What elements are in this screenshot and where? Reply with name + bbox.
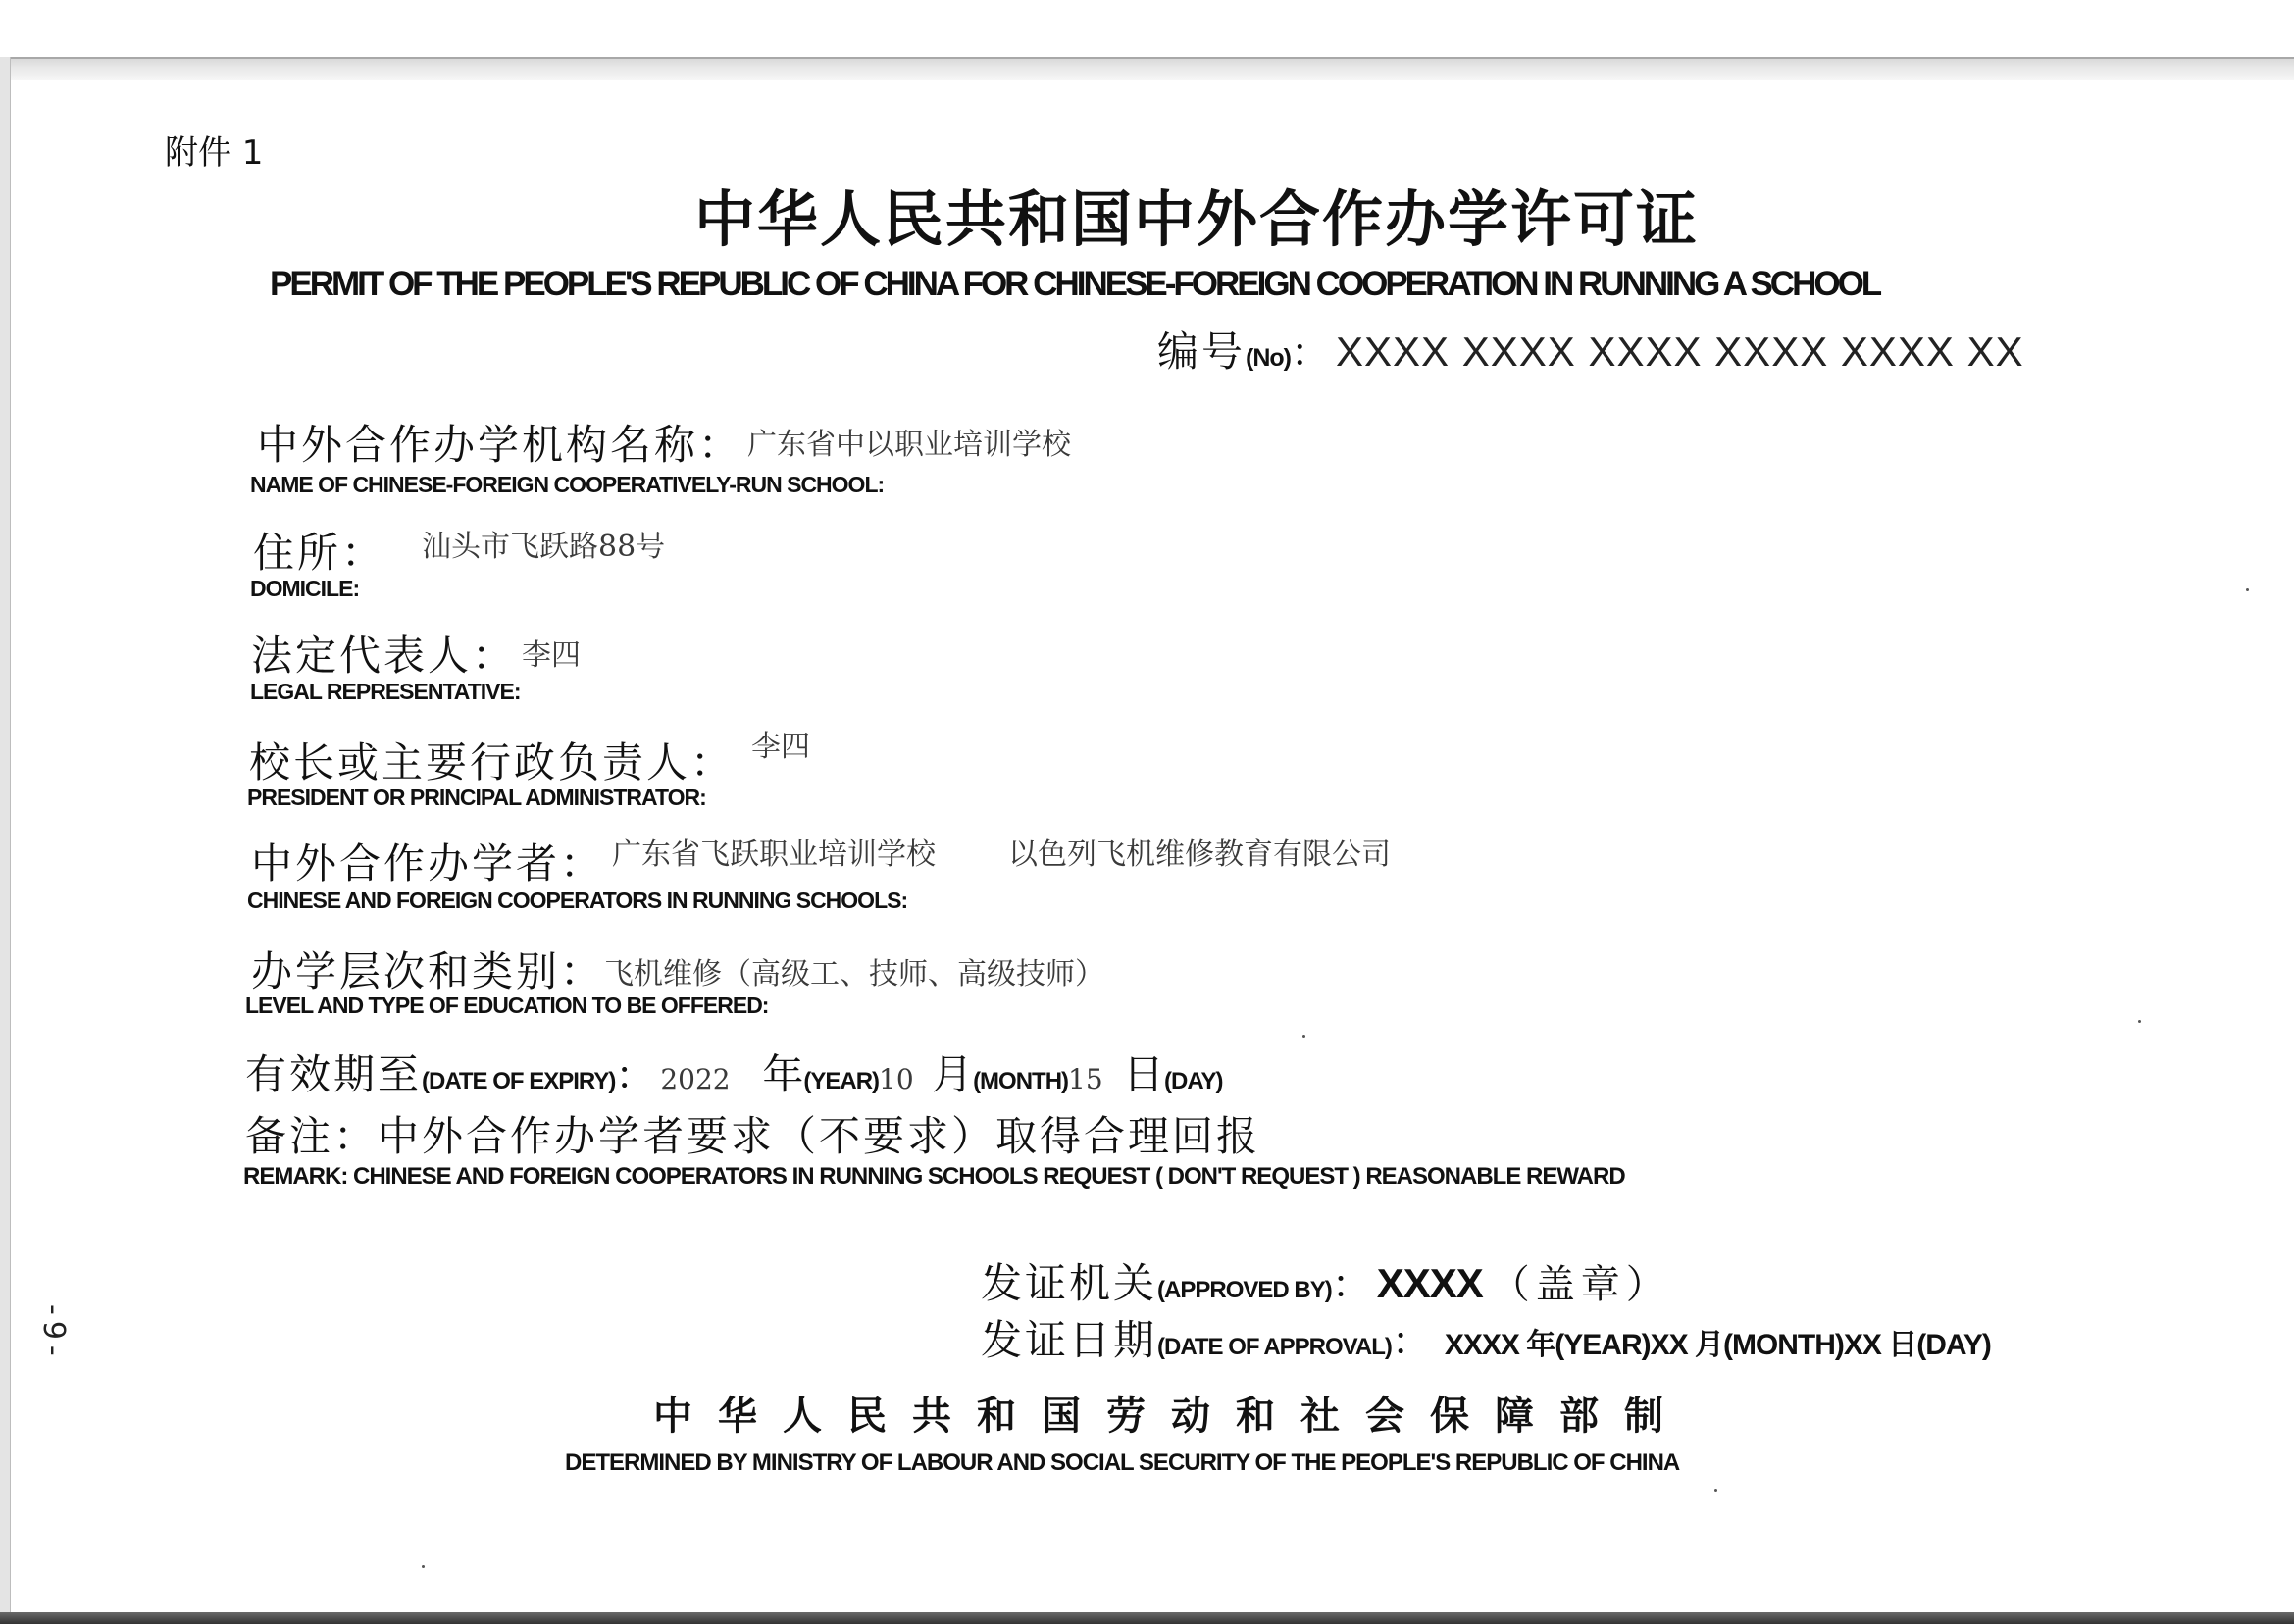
expiry-day-en: (DAY) (1164, 1068, 1223, 1094)
scan-speck (1714, 1489, 1717, 1492)
approved-by-value: XXXX (1376, 1260, 1483, 1306)
school-name-label-zh: 中外合作办学机构名称： (257, 421, 743, 469)
page-number: -9- (36, 1304, 71, 1362)
expiry-day-zh: 日 (1123, 1050, 1165, 1098)
approved-by-label-zh: 发证机关 (981, 1259, 1158, 1307)
domicile-label-zh: 住所： (253, 529, 386, 577)
school-name-value: 广东省中以职业培训学校 (747, 428, 1071, 462)
cooperators-value-2: 以色列飞机维修教育有限公司 (1008, 837, 1391, 872)
approval-date-label-en: (DATE OF APPROVAL) (1157, 1334, 1392, 1360)
level-value: 飞机维修（高级工、技师、高级技师） (604, 957, 1104, 991)
number-label-en: (No) (1246, 344, 1291, 372)
legal-rep-value: 李四 (522, 638, 581, 673)
cooperators-label-en: CHINESE AND FOREIGN COOPERATORS IN RUNNING SCHOOLS: (247, 888, 908, 913)
expiry-year-en: (YEAR) (803, 1068, 880, 1094)
footer-issuer-en: DETERMINED BY MINISTRY OF LABOUR AND SOCIAL SECURITY OF THE PEOPLE'S REPUBLIC OF CHINA (565, 1449, 1680, 1476)
expiry-line (245, 1042, 1223, 1101)
approval-date-value: XXXX 年(YEAR)XX 月(MONTH)XX 日(DAY) (1444, 1329, 1991, 1361)
level-label-en: LEVEL AND TYPE OF EDUCATION TO BE OFFERED: (245, 992, 769, 1018)
permit-number (1157, 320, 2024, 379)
scan-top-edge (8, 57, 2294, 80)
scan-speck (422, 1565, 425, 1568)
approval-date-colon: ： (1391, 1319, 1431, 1364)
level-label-zh: 办学层次和类别： (251, 947, 605, 995)
legal-rep-label-zh: 法定代表人： (251, 632, 517, 680)
expiry-year: 2022 (660, 1063, 731, 1095)
number-label-zh: 编号 (1157, 328, 1247, 376)
legal-rep-label-en: LEGAL REPRESENTATIVE: (250, 679, 521, 704)
cooperators-label-zh: 中外合作办学者： (251, 839, 605, 888)
president-value: 李四 (751, 730, 810, 764)
school-name-label-en: NAME OF CHINESE-FOREIGN COOPERATIVELY-RUN SCHOOL: (250, 472, 885, 497)
permit-title-en: PERMIT OF THE PEOPLE'S REPUBLIC OF CHINA FOR CHINESE-FOREIGN COOPERATION IN RUNNING A SCHOOL (270, 265, 1880, 303)
expiry-month-en: (MONTH) (973, 1068, 1069, 1094)
expiry-month: 10 (879, 1063, 914, 1095)
scan-bottom-edge (0, 1612, 2294, 1624)
number-value: XXXX XXXX XXXX XXXX XXXX XX (1336, 329, 2024, 375)
seal-label: （盖章） (1490, 1262, 1671, 1307)
president-label-zh: 校长或主要行政负责人： (249, 738, 736, 787)
domicile-label-en: DOMICILE: (250, 576, 360, 601)
expiry-month-zh: 月 (932, 1050, 974, 1098)
permit-title-zh: 中华人民共和国中外合作办学许可证 (694, 183, 1700, 255)
scan-speck (2246, 588, 2249, 591)
president-label-en: PRESIDENT OR PRINCIPAL ADMINISTRATOR: (247, 785, 706, 810)
remark-en: REMARK: CHINESE AND FOREIGN COOPERATORS IN RUNNING SCHOOLS REQUEST ( DON'T REQUEST ) REASONABLE REWARD (243, 1163, 1625, 1190)
attachment-label: 附件 1 (165, 133, 264, 173)
scan-speck (2138, 1020, 2141, 1023)
expiry-day: 15 (1068, 1063, 1103, 1095)
approval-date-line (981, 1308, 1991, 1367)
scan-left-edge (0, 57, 11, 1624)
expiry-label-en: (DATE OF EXPIRY) (422, 1068, 616, 1094)
approval-date-label-zh: 发证日期 (981, 1316, 1158, 1364)
approved-by-line (981, 1251, 1671, 1310)
domicile-value: 汕头市飞跃路88号 (422, 530, 666, 564)
number-colon: ： (1291, 330, 1330, 376)
expiry-label-zh: 有效期至 (245, 1050, 423, 1098)
footer-issuer-zh: 中华人民共和国劳动和社会保障部制 (653, 1394, 1689, 1439)
scan-speck (1302, 1035, 1305, 1038)
cooperators-value-1: 广东省飞跃职业培训学校 (612, 837, 936, 872)
approved-by-label-en: (APPROVED BY) (1157, 1277, 1332, 1303)
approved-by-colon: ： (1331, 1262, 1371, 1307)
remark-zh: 备注：中外合作办学者要求（不要求）取得合理回报 (245, 1112, 1261, 1160)
expiry-year-zh: 年 (762, 1050, 804, 1098)
expiry-colon: ： (615, 1053, 655, 1098)
